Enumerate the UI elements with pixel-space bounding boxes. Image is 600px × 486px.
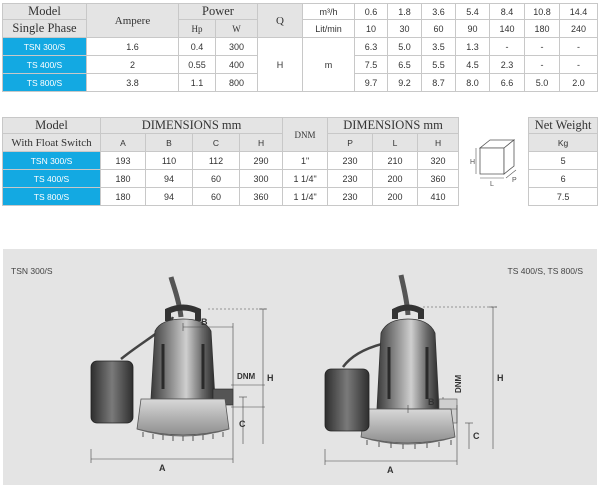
net-weight-header: Net Weight: [529, 118, 598, 134]
ampere-header: Ampere: [87, 4, 179, 38]
flow-m3h-cell: 0.6: [355, 4, 388, 20]
dnm-header: DNM: [283, 118, 328, 152]
head-cell: 6.6: [490, 74, 525, 92]
dimensions-table: [2, 117, 598, 206]
pack-cell: 230: [328, 152, 373, 170]
pack-cell: 230: [328, 188, 373, 206]
pack-cell: 320: [418, 152, 459, 170]
left-dim-h: H: [267, 373, 274, 383]
hp-header: Hp: [179, 20, 216, 38]
right-dim-a: A: [387, 465, 394, 475]
model-header: Model: [3, 4, 87, 20]
hp-cell: 1.1: [179, 74, 216, 92]
flow-litmin-cell: 30: [388, 20, 422, 38]
flow-litmin-cell: 240: [560, 20, 598, 38]
technical-drawing-panel: [3, 249, 597, 485]
pack-cell: 410: [418, 188, 459, 206]
model-cell: TS 800/S: [3, 74, 87, 92]
dim-cell: 60: [193, 170, 240, 188]
head-cell: -: [560, 56, 598, 74]
w-header: W: [216, 20, 258, 38]
right-drawing-title: TS 400/S, TS 800/S: [507, 266, 583, 276]
head-cell: -: [490, 38, 525, 56]
right-dim-dnm: DNM: [454, 374, 463, 393]
unit-m3h: m³/h: [303, 4, 355, 20]
pack-cell: 200: [373, 170, 418, 188]
col-l-header: L: [373, 134, 418, 152]
left-dim-b: B: [201, 317, 208, 327]
model-cell: TSN 300/S: [3, 152, 101, 170]
model-header-sub: Single Phase: [3, 20, 87, 38]
left-dim-a: A: [159, 463, 166, 473]
model-cell: TS 400/S: [3, 56, 87, 74]
head-cell: 5.0: [525, 74, 560, 92]
w-cell: 800: [216, 74, 258, 92]
flow-m3h-cell: 3.6: [422, 4, 456, 20]
pack-cell: 210: [373, 152, 418, 170]
w-cell: 400: [216, 56, 258, 74]
dnm-cell: 1 1/4": [283, 170, 328, 188]
right-dim-b: B: [428, 397, 435, 407]
flow-litmin-cell: 60: [422, 20, 456, 38]
head-cell: 7.5: [355, 56, 388, 74]
model-header: Model: [3, 118, 101, 134]
package-box-icon: [462, 126, 526, 196]
head-cell: 1.3: [456, 38, 490, 56]
q-header: Q: [258, 4, 303, 38]
head-cell: 8.0: [456, 74, 490, 92]
pack-cell: 360: [418, 170, 459, 188]
head-cell: -: [525, 38, 560, 56]
head-cell: 2.0: [560, 74, 598, 92]
head-cell: 5.0: [388, 38, 422, 56]
model-cell: TS 800/S: [3, 188, 101, 206]
table-row: [3, 38, 598, 56]
ampere-cell: 1.6: [87, 38, 179, 56]
col-c-header: C: [193, 134, 240, 152]
col-h2-header: H: [418, 134, 459, 152]
flow-m3h-cell: 8.4: [490, 4, 525, 20]
head-cell: 6.3: [355, 38, 388, 56]
pack-dimensions-header: DIMENSIONS mm: [328, 118, 459, 134]
col-b-header: B: [146, 134, 193, 152]
model-header-sub: With Float Switch: [3, 134, 101, 152]
head-cell: -: [560, 38, 598, 56]
dim-cell: 290: [240, 152, 283, 170]
head-cell: 5.5: [422, 56, 456, 74]
dim-cell: 180: [101, 170, 146, 188]
weight-cell: 6: [529, 170, 598, 188]
pack-cell: 230: [328, 170, 373, 188]
weight-cell: 7.5: [529, 188, 598, 206]
model-cell: TSN 300/S: [3, 38, 87, 56]
dim-cell: 360: [240, 188, 283, 206]
col-h-header: H: [240, 134, 283, 152]
flow-litmin-cell: 90: [456, 20, 490, 38]
ampere-cell: 2: [87, 56, 179, 74]
box-p-label: P: [511, 176, 517, 184]
pack-cell: 200: [373, 188, 418, 206]
pump-drawings: [3, 249, 597, 485]
flow-m3h-cell: 10.8: [525, 4, 560, 20]
dnm-cell: 1": [283, 152, 328, 170]
hp-cell: 0.55: [179, 56, 216, 74]
flow-litmin-cell: 140: [490, 20, 525, 38]
kg-header: Kg: [529, 134, 598, 152]
head-cell: -: [525, 56, 560, 74]
head-cell: 9.2: [388, 74, 422, 92]
left-dim-dnm: DNM: [237, 372, 256, 381]
ampere-cell: 3.8: [87, 74, 179, 92]
right-dim-h: H: [497, 373, 504, 383]
performance-table: [2, 3, 598, 92]
col-a-header: A: [101, 134, 146, 152]
head-cell: 6.5: [388, 56, 422, 74]
flow-litmin-cell: 10: [355, 20, 388, 38]
dim-cell: 94: [146, 170, 193, 188]
col-p-header: P: [328, 134, 373, 152]
head-cell: 8.7: [422, 74, 456, 92]
flow-m3h-cell: 1.8: [388, 4, 422, 20]
dim-cell: 300: [240, 170, 283, 188]
w-cell: 300: [216, 38, 258, 56]
dim-cell: 112: [193, 152, 240, 170]
head-cell: 3.5: [422, 38, 456, 56]
dnm-cell: 1 1/4": [283, 188, 328, 206]
power-header: Power: [179, 4, 258, 20]
box-l-label: L: [489, 180, 494, 188]
package-box-cell: [459, 118, 529, 206]
right-dim-c: C: [473, 431, 480, 441]
m-label: m: [303, 38, 355, 92]
flow-litmin-cell: 180: [525, 20, 560, 38]
dim-cell: 180: [101, 188, 146, 206]
head-cell: 2.3: [490, 56, 525, 74]
head-cell: 4.5: [456, 56, 490, 74]
dimensions-header: DIMENSIONS mm: [101, 118, 283, 134]
left-drawing-title: TSN 300/S: [11, 266, 53, 276]
hp-cell: 0.4: [179, 38, 216, 56]
dim-cell: 94: [146, 188, 193, 206]
weight-cell: 5: [529, 152, 598, 170]
left-pump-drawing: [91, 277, 274, 473]
box-h-label: H: [469, 158, 475, 166]
head-cell: 9.7: [355, 74, 388, 92]
dim-cell: 193: [101, 152, 146, 170]
model-cell: TS 400/S: [3, 170, 101, 188]
dim-cell: 110: [146, 152, 193, 170]
right-pump-drawing: [325, 275, 504, 475]
h-label: H: [258, 38, 303, 92]
flow-m3h-cell: 14.4: [560, 4, 598, 20]
dim-cell: 60: [193, 188, 240, 206]
left-dim-c: C: [239, 419, 246, 429]
flow-m3h-cell: 5.4: [456, 4, 490, 20]
unit-litmin: Lit/min: [303, 20, 355, 38]
